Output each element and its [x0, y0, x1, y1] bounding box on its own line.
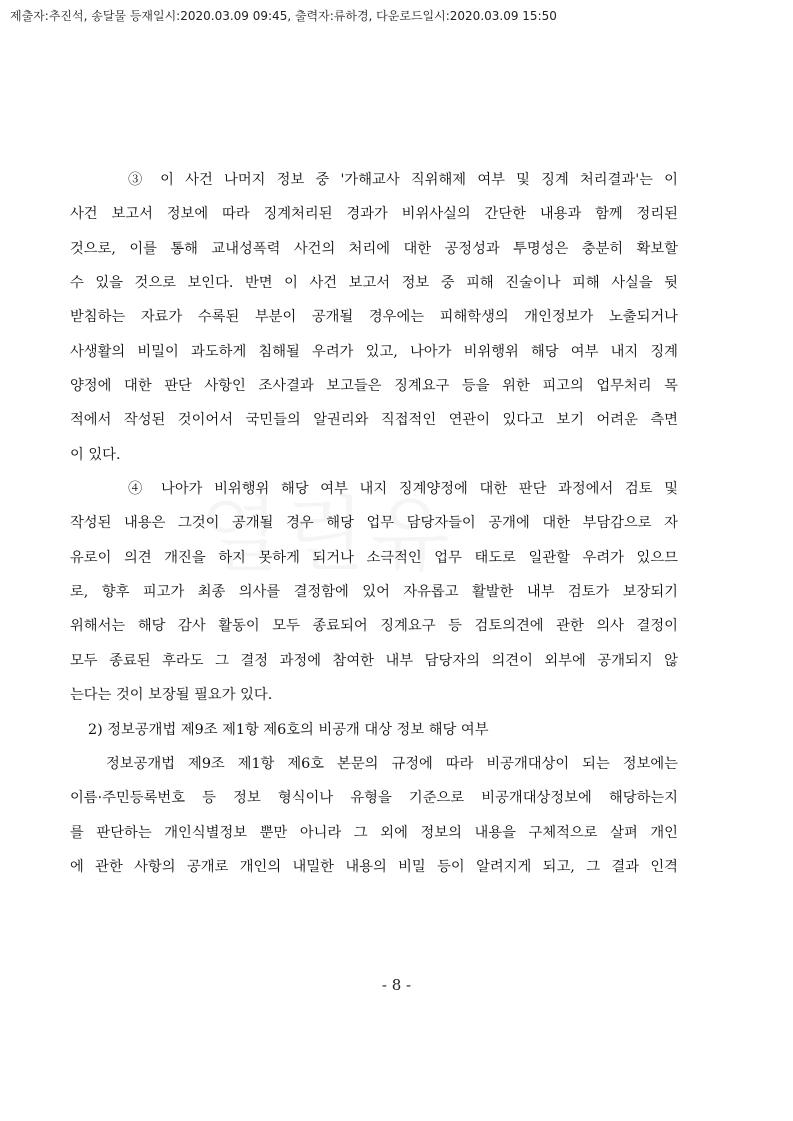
- section-heading: 2) 정보공개법 제9조 제1항 제6호의 비공개 대상 정보 해당 여부: [88, 721, 489, 738]
- paragraph-line: 이름·주민등록번호 등 정보 형식이나 유형을 기준으로 비공개대상정보에 해당하는지: [70, 790, 678, 807]
- document-body: [70, 163, 678, 884]
- paragraph-3-line: ③ 이 사건 나머지 정보 중 '가해교사 직위해제 여부 및 징계 처리결과'는 이: [128, 172, 678, 188]
- paragraph-line: 를 판단하는 개인식별정보 뿐만 아니라 그 외에 정보의 내용을 구체적으로 살펴 개인: [70, 824, 678, 841]
- document-header: 제출자:추진석, 송달물 등재일시:2020.03.09 09:45, 출력자:류하경, 다운로드일시:2020.03.09 15:50: [10, 9, 557, 23]
- paragraph-4-line: 위해서는 해당 감사 활동이 모두 종료되어 징계요구 등 검토의견에 관한 의사 결정이: [70, 618, 678, 635]
- paragraph-4-line: 유로이 의견 개진을 하지 못하게 되거나 소극적인 업무 태도로 일관할 우려가 있으므: [70, 549, 678, 566]
- paragraph-3-line: 사건 보고서 정보에 따라 징계처리된 경과가 비위사실의 간단한 내용과 함께 정리된: [70, 206, 678, 223]
- paragraph-line: 에 관한 사항의 공개로 개인의 내밀한 내용의 비밀 등이 알려지게 되고, 그 결과 인격: [70, 858, 678, 875]
- paragraph-4-line: 로, 향후 피고가 최종 의사를 결정함에 있어 자유롭고 활발한 내부 검토가 보장되기: [70, 584, 678, 601]
- paragraph-4-line: ④ 나아가 비위행위 해당 여부 내지 징계양정에 대한 판단 과정에서 검토 및: [128, 481, 679, 498]
- paragraph-3-line: 사생활의 비밀이 과도하게 침해될 우려가 있고, 나아가 비위행위 해당 여부 내지 징계: [70, 343, 678, 360]
- paragraph-3-line: 적에서 작성된 것이어서 국민들의 알권리와 직접적인 연관이 있다고 보기 어려운 측면: [70, 412, 678, 429]
- paragraph-3-line: 받침하는 자료가 수록된 부분이 공개될 경우에는 피해학생의 개인정보가 노출되거나: [70, 309, 678, 326]
- page-number: - 8 -: [381, 976, 412, 994]
- paragraph-3-line: 양정에 대한 판단 사항인 조사결과 보고들은 징계요구 등을 위한 피고의 업무처리 목: [70, 378, 678, 395]
- paragraph-4-line: 작성된 내용은 그것이 공개될 경우 해당 업무 담당자들이 공개에 대한 부담감으로 자: [70, 515, 678, 532]
- paragraph-4-line: 모두 종료된 후라도 그 결정 과정에 참여한 내부 담당자의 의견이 외부에 공개되지 않: [70, 652, 678, 669]
- paragraph-3-line: 이 있다.: [70, 446, 121, 463]
- paragraph-3-line: 수 있을 것으로 보인다. 반면 이 사건 보고서 정보 중 피해 진술이나 피해 사실을 뒷: [70, 275, 678, 292]
- paragraph-4-line: 는다는 것이 보장될 필요가 있다.: [70, 687, 273, 704]
- paragraph-3-line: 것으로, 이를 통해 교내성폭력 사건의 처리에 대한 공정성과 투명성은 충분히 확보할: [70, 240, 678, 257]
- paragraph-line: 정보공개법 제9조 제1항 제6호 본문의 규정에 따라 비공개대상이 되는 정보에는: [106, 755, 678, 772]
